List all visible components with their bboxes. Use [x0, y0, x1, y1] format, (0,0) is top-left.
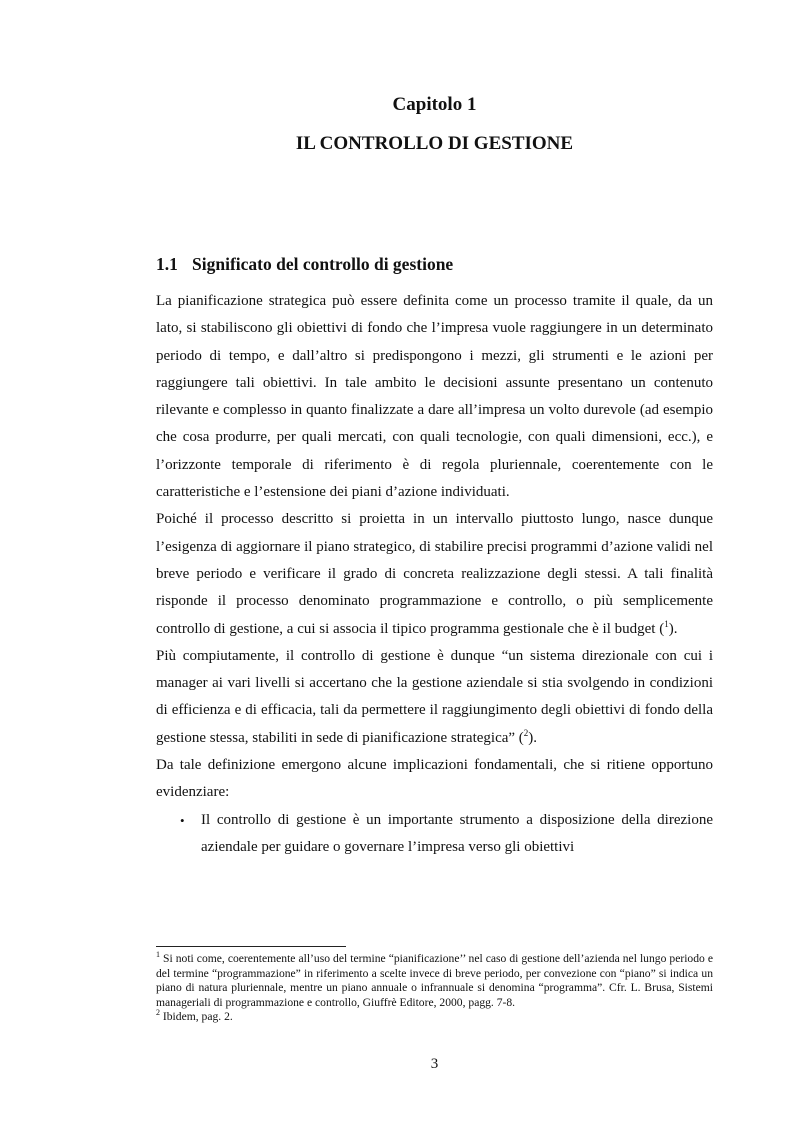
paragraph-2 [156, 506, 713, 642]
footnote-1-mark: 1 [156, 950, 160, 960]
footnotes [156, 952, 713, 1025]
footnote-2-mark: 2 [156, 1008, 160, 1018]
body-text [156, 288, 713, 861]
chapter-label: Capitolo 1 [392, 94, 477, 115]
footnote-ref-2[interactable]: 2 [523, 727, 529, 738]
bullet-icon: • [180, 812, 185, 828]
section-heading [156, 254, 453, 275]
footnote-2-text: Ibidem, pag. 2. [160, 1010, 233, 1024]
footnote-1 [156, 952, 713, 1010]
footnote-1-text: Si noti come, coerentemente all’uso del termine “pianificazione’’ nel caso di gestione dell’azienda nel lungo periodo e del termine “programmazione” in riferimento a scelte invece di breve periodo, per convezione con “piano” si indica un piano di natura pluriennale, mentre un piano annuale o infrannuale si denomina “programma”. Cfr. L. Brusa, Sistemi manageriali di programmazione e controllo, Giuffrè Editore, 2000, pagg. 7-8. [156, 952, 713, 1009]
footnote-2 [156, 1010, 713, 1025]
footnote-ref-1[interactable]: 1 [664, 618, 669, 629]
bullet-text: Il controllo di gestione è un importante strumento a disposizione della direzione aziendale per guidare o governare l’impresa verso gli obiettivi [201, 811, 713, 855]
section-title: Significato del controllo di gestione [192, 254, 454, 274]
page-number: 3 [430, 1056, 439, 1072]
paragraph-4: Da tale definizione emergono alcune implicazioni fondamentali, che si ritiene opportuno evidenziare: [156, 757, 713, 801]
footnote-separator [156, 946, 346, 947]
bullet-item [156, 807, 713, 862]
paragraph-2-tail: ). [668, 620, 678, 637]
paragraph-2-text: Poiché il processo descritto si proietta in un intervallo piuttosto lungo, nasce dunque l’esigenza di aggiornare il piano strategico, di stabilire precisi programmi d’azione validi nel breve periodo e verificare il grado di concreta realizzazione degli stessi. A tali finalità risponde il processo denominato programmazione e controllo, o più semplicemente controllo di gestione, a cui si associa il tipico programma gestionale che è il budget ( [156, 511, 713, 637]
section-number: 1.1 [156, 254, 178, 274]
chapter-title: IL CONTROLLO DI GESTIONE [295, 133, 574, 154]
paragraph-3 [156, 643, 713, 752]
bullet-list [156, 807, 713, 862]
paragraph-3-text: Più compiutamente, il controllo di gestione è dunque “un sistema direzionale con cui i manager ai vari livelli si accertano che la gestione aziendale si stia svolgendo in condizioni di efficienza e di efficacia, tali da permettere il raggiungimento degli obiettivi di fondo della gestione stessa, stabiliti in sede di pianificazione strategica” ( [156, 647, 713, 746]
paragraph-3-tail: ). [528, 729, 538, 746]
paragraph-1: La pianificazione strategica può essere definita come un processo tramite il quale, da un lato, si stabiliscono gli obiettivi di fondo che l’impresa vuole raggiungere in un determinato periodo di tempo, e dall’altro si predispongono i mezzi, gli strumenti e le azioni per raggiungere tali obiettivi. In tale ambito le decisioni assunte presentano un contenuto rilevante e complesso in quanto finalizzate a dare all’impresa un volto durevole (ad esempio che cosa produrre, per quali mercati, con quali tecnologie, con quali dimensioni, ecc.), e l’orizzonte temporale di riferimento è di regola pluriennale, coerentemente con le caratteristiche e l’estensione dei piani d’azione individuati. [156, 293, 713, 501]
